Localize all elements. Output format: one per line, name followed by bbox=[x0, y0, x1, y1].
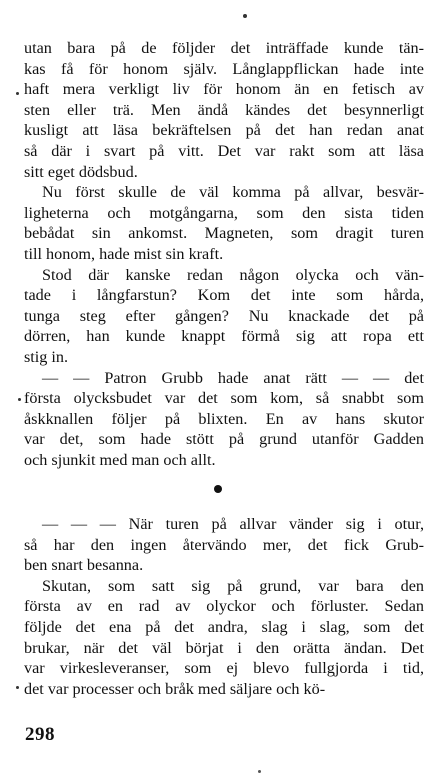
text-line: kas få för honom själv. Långlappflickan hade inte bbox=[24, 59, 424, 78]
paragraph bbox=[24, 38, 424, 182]
text-line: följde det ena på det andra, slag i slag, som det bbox=[24, 617, 424, 636]
paragraph bbox=[24, 368, 424, 471]
text-line: var virkesleveranser, som ej blevo fullgjorda i tid, bbox=[24, 659, 424, 678]
text-line: brukar, när det väl börjat i den orätta ändan. Det bbox=[24, 638, 424, 657]
paragraph bbox=[24, 514, 424, 576]
text-line: Stod där kanske redan någon olycka och vän- bbox=[42, 265, 424, 284]
text-line: stig in. bbox=[24, 347, 69, 366]
text-line: utan bara på de följder det inträffade kunde tän- bbox=[24, 39, 424, 57]
paragraph bbox=[24, 265, 424, 368]
text-line: tunga steg efter gången? Nu knackade det på bbox=[24, 306, 424, 325]
paragraph bbox=[24, 182, 424, 264]
text-line: ben snart besanna. bbox=[24, 556, 144, 575]
text-line: så har den ingen återvändo mer, det fick Grub- bbox=[24, 535, 424, 554]
text-line: — — Patron Grubb hade anat rätt — — det bbox=[42, 368, 424, 387]
body-text-upper bbox=[24, 38, 424, 470]
text-line: Nu först skulle de väl komma på allvar, besvär- bbox=[42, 183, 424, 202]
text-line: det var processer och bråk med säljare och kö- bbox=[24, 679, 326, 698]
text-line: till honom, hade mist sin kraft. bbox=[24, 244, 224, 263]
text-line: haft mera verkligt liv för honom än en fetisch av bbox=[24, 80, 424, 99]
text-line: kusligt att läsa bekräftelsen på det han redan anat bbox=[24, 121, 424, 140]
text-line: ligheterna och motgångarna, som den sista tiden bbox=[24, 203, 424, 222]
section-break-dot bbox=[214, 485, 222, 493]
text-line: åskknallen följer på blixten. En av hans skutor bbox=[24, 409, 424, 428]
text-line: sitt eget dödsbud. bbox=[24, 162, 138, 181]
text-line: och sjunkit med man och allt. bbox=[24, 450, 216, 469]
text-line: Skutan, som satt sig på grund, var bara den bbox=[42, 576, 424, 595]
body-text-lower bbox=[24, 514, 424, 699]
text-line: dörren, han kunde knappt förmå sig att ropa ett bbox=[24, 327, 424, 346]
print-speck bbox=[243, 14, 247, 18]
print-speck bbox=[258, 770, 261, 773]
text-line: bebådat sin ankomst. Magneten, som dragit turen bbox=[24, 224, 424, 243]
text-line: var det, som hade stött på grund utanför Gadden bbox=[24, 430, 424, 449]
text-line: första av en rad av olyckor och förluster. Sedan bbox=[24, 597, 424, 616]
text-line: — — — När turen på allvar vänder sig i otur, bbox=[42, 515, 424, 533]
text-line: sten eller trä. Men ändå kändes det besynnerligt bbox=[24, 100, 424, 119]
margin-speck bbox=[18, 398, 21, 401]
paragraph bbox=[24, 576, 424, 700]
page-number: 298 bbox=[25, 724, 55, 745]
text-line: tade i långfarstun? Kom det inte som hårda, bbox=[24, 286, 424, 305]
margin-speck bbox=[16, 92, 19, 95]
margin-speck bbox=[16, 686, 19, 689]
text-line: första olycksbudet var det som kom, så snabbt som bbox=[24, 389, 424, 408]
text-line: så där i svart på vitt. Det var rakt som att läsa bbox=[24, 141, 424, 160]
